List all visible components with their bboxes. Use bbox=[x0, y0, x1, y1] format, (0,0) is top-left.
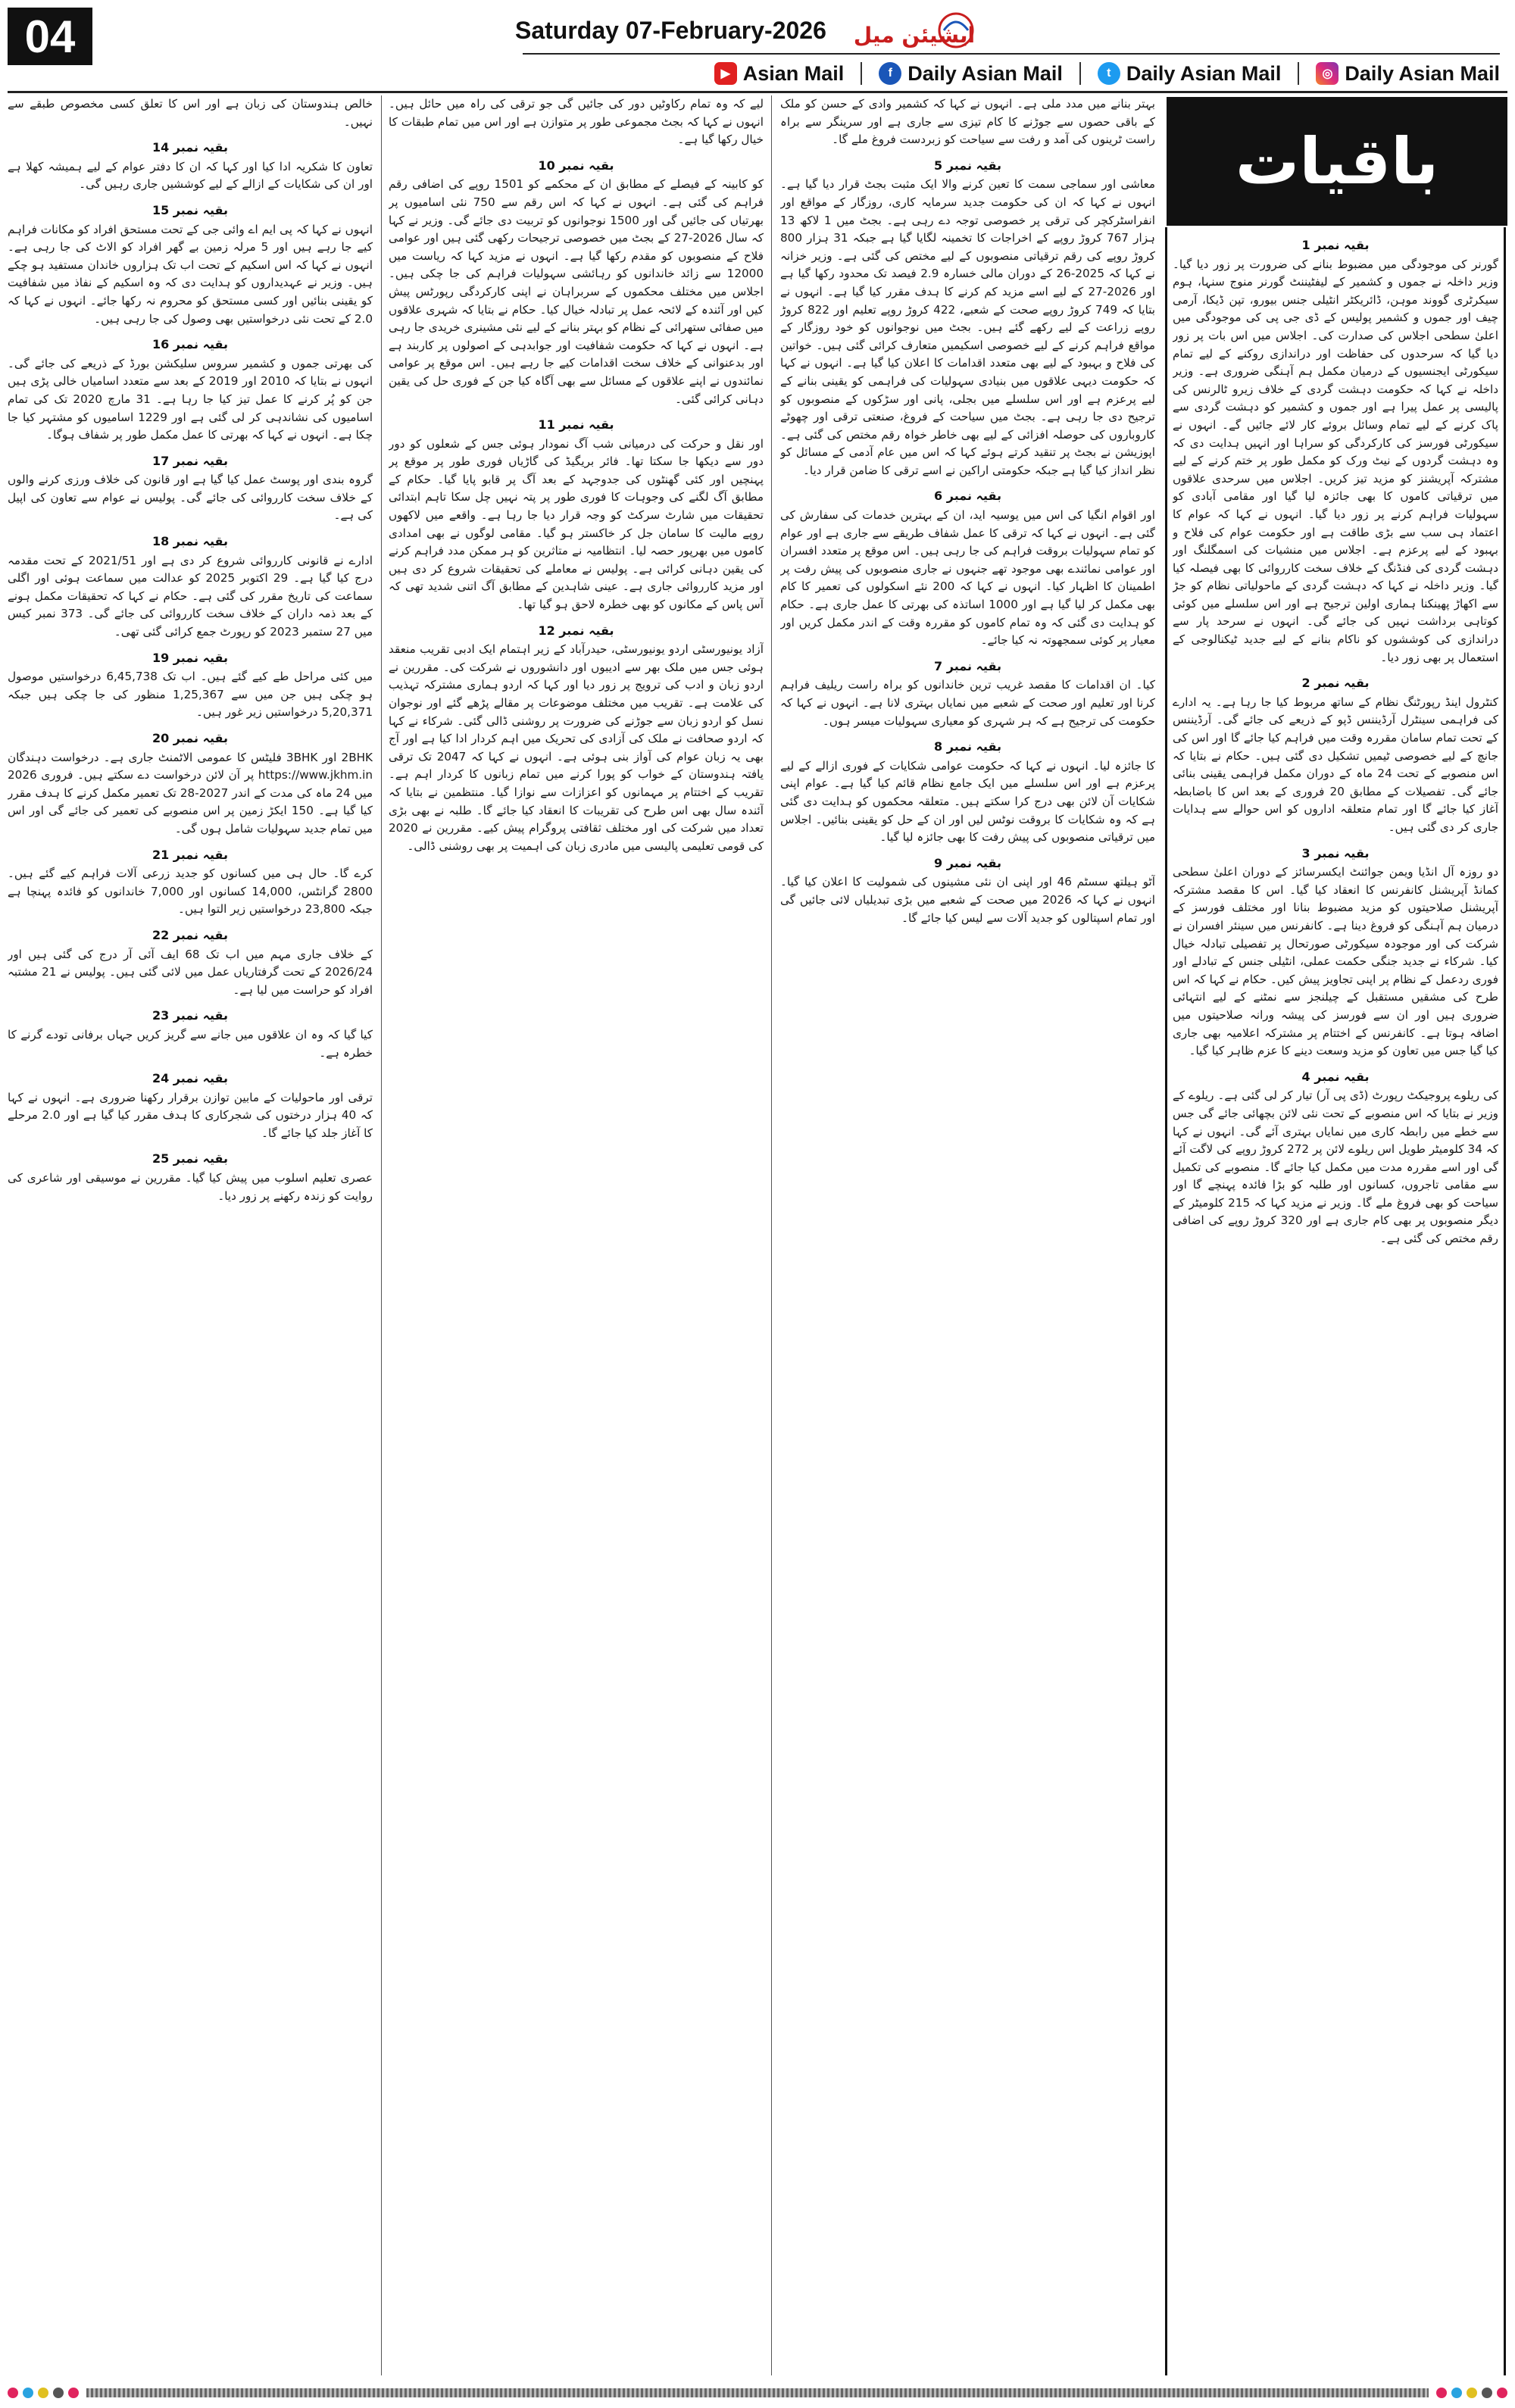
column-divider bbox=[771, 95, 772, 2375]
continuation-heading: بقیہ نمبر 8 bbox=[934, 739, 1001, 754]
footer-dot bbox=[53, 2388, 64, 2398]
continuation-heading: بقیہ نمبر 21 bbox=[152, 847, 229, 862]
article-text: انہوں نے کہا کہ پی ایم اے وائی جی کے تحت مستحق افراد کو مکانات فراہم کیے جا رہے ہیں اور 5 مرلہ زمین بے گھر افراد کو الاٹ کی جا رہی ہے۔ انہوں نے کہا کہ اس اسکیم کے تحت اب تک ہزاروں خاندان مستفید ہو چکے ہیں۔ وزیر نے عہدیداروں کو ہدایت دی کہ وہ اسکیم کے نفاذ میں شفافیت کو یقینی بنائیں اور کسی مستحق کو محروم نہ رکھا جائے۔ انہوں نے کہا کہ 2.0 کے تحت نئی درخواستیں بھی وصول کی جا رہی ہیں۔ bbox=[8, 222, 373, 326]
twitter-label: Daily Asian Mail bbox=[1126, 61, 1282, 85]
top-rule bbox=[8, 91, 1507, 93]
article-text: معاشی اور سماجی سمت کا تعین کرنے والا ایک مثبت بجٹ قرار دیا گیا ہے۔ انہوں نے کہا کہ ان کی حکومت جدید سرمایہ کاری، روزگار کے مواقع اور انفراسٹرکچر کی ترقی پر خصوصی توجہ دے رہی ہے۔ بجٹ میں 1 لاکھ 13 ہزار 767 کروڑ روپے کے اخراجات کا تخمینہ لگایا گیا ہے جبکہ 31 ہزار 800 کروڑ روپے کی رقم ترقیاتی منصوبوں کے لیے مختص کی گئی ہے۔ وزیر خزانہ نے کہا کہ 2025-26 کے دوران مالی خسارہ 2.9 فیصد تک محدود رکھا گیا ہے اور 2026-27 کے لیے اسے مزید کم کرنے کا ہدف مقرر کیا گیا ہے۔ انہوں نے بتایا کہ 749 کروڑ روپے صحت کے شعبے، 422 کروڑ روپے تعلیم اور 822 کروڑ روپے زراعت کے لیے رکھے گئے ہیں۔ بجٹ میں نوجوانوں کو خود روزگار کے مواقع فراہم کرنے کے لیے خصوصی اسکیمیں متعارف کرائی گئی ہیں۔ خواتین کی فلاح و بہبود کے لیے بھی متعدد اقدامات کا اعلان کیا گیا ہے۔ انہوں نے کہا کہ حکومت دیہی علاقوں میں بنیادی سہولیات کی فراہمی کو یقینی بنانے کے لیے پرعزم ہے اور اس سلسلے میں بجلی، پانی اور سڑکوں کے منصوبوں کو ترجیح دی جا رہی ہے۔ بجٹ میں سیاحت کے فروغ، صنعتی ترقی اور چھوٹے کاروباروں کی حوصلہ افزائی کے لیے بھی خاطر خواہ رقم مختص کی گئی ہے۔ اپوزیشن نے بجٹ پر تنقید کرتے ہوئے کہا کہ اس میں عام آدمی کے مسائل کو نظر انداز کیا گیا ہے جبکہ حکومتی اراکین نے اسے ترقی کا ضامن قرار دیا۔ bbox=[780, 177, 1155, 477]
footer-dot bbox=[23, 2388, 33, 2398]
article-text: ادارے نے قانونی کارروائی شروع کر دی ہے اور 2021/51 کے تحت مقدمہ درج کیا گیا ہے۔ 29 اکتوبر 2025 کو عدالت میں سماعت ہوئی اور اگلی سماعت کی تاریخ مقرر کی گئی ہے۔ حکام نے کہا کہ تحقیقات مکمل ہونے کے بعد ذمہ داران کے خلاف سخت کارروائی کی جائے گی۔ 373 نمبر کیس میں 27 ستمبر 2023 کو رپورٹ جمع کرائی گئی تھی۔ bbox=[8, 553, 373, 639]
article-text: کی ریلوے پروجیکٹ رپورٹ (ڈی پی آر) تیار کر لی گئی ہے۔ ریلوے کے وزیر نے بتایا کہ اس منصوبے کے تحت نئی لائن بچھائی جائے گی جس سے خطے میں رابطہ کاری میں نمایاں بہتری آئے گی۔ انہوں نے کہا کہ 34 کلومیٹر طویل اس ریلوے لائن پر 272 کروڑ روپے کی لاگت آئے گی اور اسے مقررہ مدت میں مکمل کیا جائے گا۔ منصوبے کی تکمیل سے مقامی تاجروں، کسانوں اور طلبہ کو بڑا فائدہ پہنچے گا اور سیاحت کو بھی فروغ ملے گا۔ وزیر نے مزید کہا کہ 215 کلومیٹر کے دیگر منصوبوں پر بھی کام جاری ہے اور 320 کروڑ روپے کی اضافی رقم مختص کی گئی ہے۔ bbox=[1173, 1088, 1498, 1246]
footer-dot bbox=[1436, 2388, 1447, 2398]
article-text: کو کابینہ کے فیصلے کے مطابق ان کے محکمے کو 1501 روپے کی اضافی رقم فراہم کی گئی ہے۔ انہوں نے کہا کہ اس رقم سے 750 نئی اسامیوں پر بھرتیاں کی جائیں گی اور 1500 نوجوانوں کو تربیت دی جائے گی۔ وزیر نے کہا کہ سال 2026-27 کے بجٹ میں خصوصی ترجیحات رکھی گئی ہیں اور عوامی فلاح کے منصوبوں کو مقدم رکھا گیا ہے۔ انہوں نے مزید کہا کہ ریاست میں 12000 سے زائد خاندانوں کو رہائشی سہولیات فراہم کی جا چکی ہیں۔ اجلاس میں مختلف محکموں کے سربراہان نے اپنی کارکردگی رپورٹس پیش کیں اور آئندہ کے لائحہ عمل پر تبادلہ خیال کیا۔ حکام نے بتایا کہ شہری علاقوں میں صفائی ستھرائی کے نظام کو بہتر بنانے کے لیے نئی مشینری خریدی جا رہی ہے۔ انہوں نے کہا کہ حکومت شفافیت اور جوابدہی کے اصولوں پر کاربند ہے اور بدعنوانی کے خلاف سخت اقدامات کیے جا رہے ہیں۔ اس موقع پر عوامی نمائندوں نے اپنے علاقوں کے مسائل سے بھی آگاہ کیا جن کے فوری حل کی یقین دہانی کرائی گئی۔ bbox=[389, 177, 764, 406]
facebook-icon: f bbox=[879, 62, 901, 85]
article-text: عصری تعلیم اسلوب میں پیش کیا گیا۔ مقررین نے موسیقی اور شاعری کی روایت کو زندہ رکھنے پر زور دیا۔ bbox=[8, 1171, 373, 1203]
continuation-heading: بقیہ نمبر 1 bbox=[1301, 238, 1370, 252]
article-text: کیا گیا کہ وہ ان علاقوں میں جانے سے گریز کریں جہاں برفانی تودے گرنے کا خطرہ ہے۔ bbox=[8, 1027, 373, 1060]
social-divider bbox=[1298, 62, 1299, 85]
footer-dots-left bbox=[0, 2388, 86, 2398]
continuation-heading: بقیہ نمبر 22 bbox=[152, 927, 229, 942]
section-title: باقیات bbox=[1167, 97, 1507, 226]
article-text: کنٹرول اینڈ رپورٹنگ نظام کے ساتھ مربوط کیا جا رہا ہے۔ یہ ادارے کی فراہمی سینٹرل آرڈیننس ڈپو کے ذریعے کی جائے گی۔ آرڈیننس کے تحت تمام سامان مقررہ وقت میں فراہم کیا جائے گا اور اس کی جانچ کے لیے خصوصی ٹیمیں تشکیل دی گئی ہیں۔ حکام نے بتایا کہ اس منصوبے کے تحت 24 ماہ کے دوران مکمل فراہمی یقینی بنائی جائے گی۔ تفصیلات کے مطابق 20 فروری کے بعد اس کا باضابطہ آغاز کیا جائے گا اور تمام متعلقہ اداروں کو اس حوالے سے ہدایات جاری کر دی گئی ہیں۔ bbox=[1173, 695, 1498, 834]
instagram-icon: ◎ bbox=[1316, 62, 1339, 85]
continuation-heading: بقیہ نمبر 24 bbox=[152, 1071, 229, 1086]
continuation-heading: بقیہ نمبر 14 bbox=[152, 140, 229, 155]
logo-mark bbox=[842, 6, 986, 59]
footer-bar bbox=[0, 2386, 1515, 2400]
continuation-heading: بقیہ نمبر 3 bbox=[1301, 845, 1370, 860]
facebook-link[interactable] bbox=[879, 62, 1063, 86]
youtube-link[interactable] bbox=[714, 62, 845, 86]
newspaper-logo bbox=[842, 6, 986, 59]
continuation-heading: بقیہ نمبر 16 bbox=[152, 337, 229, 352]
continuation-heading: بقیہ نمبر 9 bbox=[934, 855, 1001, 870]
continuation-heading: بقیہ نمبر 18 bbox=[152, 534, 229, 549]
twitter-icon: t bbox=[1098, 62, 1120, 85]
footer-dot bbox=[1482, 2388, 1492, 2398]
article-text: تعاون کا شکریہ ادا کیا اور کہا کہ ان کا دفتر عوام کے لیے ہمیشہ کھلا ہے اور ان کی شکایات کے ازالے کے لیے کوششیں جاری رہیں گی۔ bbox=[8, 159, 373, 192]
footer-dot bbox=[1451, 2388, 1462, 2398]
footer-dot bbox=[68, 2388, 79, 2398]
column-frame-right bbox=[1504, 227, 1506, 2375]
youtube-icon: ▶ bbox=[714, 62, 737, 85]
article-text: کا جائزہ لیا۔ انہوں نے کہا کہ حکومت عوامی شکایات کے فوری ازالے کے لیے پرعزم ہے اور اس سلسلے میں ایک جامع نظام قائم کیا گیا ہے۔ عوام اپنی شکایات آن لائن بھی درج کرا سکتے ہیں۔ متعلقہ محکموں کو ہدایت دی گئی ہے کہ وہ شکایات کا بروقت نوٹس لیں اور ان کے حل کو یقینی بنائیں۔ اجلاس میں ترقیاتی منصوبوں کی پیش رفت کا بھی جائزہ لیا گیا۔ bbox=[780, 758, 1155, 845]
article-text: بہتر بنانے میں مدد ملی ہے۔ انہوں نے کہا کہ کشمیر وادی کے حسن کو ملک کے باقی حصوں سے جوڑنے کا کام تیزی سے جاری ہے اور سرینگر سے براہ راست ٹرینوں کی آمد و رفت سے سیاحت کو زبردست فروغ ملے گا۔ bbox=[780, 97, 1155, 147]
continuation-heading: بقیہ نمبر 23 bbox=[152, 1008, 229, 1023]
news-column-2 bbox=[780, 95, 1155, 2375]
continuation-heading: بقیہ نمبر 20 bbox=[152, 731, 229, 745]
news-column-4 bbox=[8, 95, 373, 2375]
footer-dot bbox=[38, 2388, 48, 2398]
page-number: 04 bbox=[8, 8, 92, 65]
news-column-3 bbox=[389, 95, 764, 2375]
social-bar bbox=[379, 58, 1500, 89]
social-divider bbox=[861, 62, 862, 85]
article-text: کرے گا۔ حال ہی میں کسانوں کو جدید زرعی آلات فراہم کیے گئے ہیں۔ 2800 گرانٹس، 14,000 کسانوں اور 7,000 خاندانوں کو فائدہ پہنچا ہے جبکہ 23,800 درخواستیں زیر التوا ہیں۔ bbox=[8, 867, 373, 917]
article-text: دو روزہ آل انڈیا ویمن جوائنٹ ایکسرسائز کے دوران اعلیٰ سطحی کمانڈ آپریشنل کانفرنس کا انعقاد کیا گیا۔ اس کا مقصد مشترکہ آپریشنل صلاحیتوں کو مزید مضبوط بنانا اور مختلف فورسز کے درمیان ہم آہنگی کو فروغ دینا ہے۔ کانفرنس میں سینئر افسران نے شرکت کی اور موجودہ سیکورٹی صورتحال پر تفصیلی تبادلہ خیال کیا۔ شرکاء نے جدید جنگی حکمت عملی، انٹیلی جنس کے تبادلے اور فوری ردعمل کے نظام پر اپنی تجاویز پیش کیں۔ حکام نے کہا کہ اس طرح کی مشقیں مستقبل کے چیلنجز سے نمٹنے کے لیے انتہائی ضروری ہیں اور ان سے فورسز کی پیشہ ورانہ صلاحیتوں میں اضافہ ہوتا ہے۔ کانفرنس کے اختتام پر مشترکہ اعلامیہ بھی جاری کیا گیا جس میں تعاون کو مزید وسعت دینے کا عزم ظاہر کیا گیا۔ bbox=[1173, 865, 1498, 1058]
article-text: اور نقل و حرکت کی درمیانی شب آگ نمودار ہوئی جس کے شعلوں کو دور دور سے دیکھا جا سکتا تھا۔ فائر بریگیڈ کی گاڑیاں فوری طور پر موقع پر پہنچیں اور کئی گھنٹوں کی جدوجہد کے بعد آگ پر قابو پایا گیا۔ حکام کے مطابق آگ لگنے کی وجوہات کا فوری طور پر پتہ نہیں چل سکا تاہم ابتدائی تحقیقات میں شارٹ سرکٹ کو وجہ قرار دیا جا رہا ہے۔ واقعے میں لاکھوں روپے مالیت کا سامان جل کر خاکستر ہو گیا۔ مقامی لوگوں نے بھی امدادی کاموں میں بھرپور حصہ لیا۔ انتظامیہ نے متاثرین کو ہر ممکن مدد فراہم کرنے کی یقین دہانی کرائی ہے۔ پولیس نے معاملے کی تحقیقات شروع کر دی ہیں اور مزید کارروائی جاری ہے۔ عینی شاہدین کے مطابق آگ اتنی شدید تھی کہ آس پاس کے مکانوں کو بھی خطرہ لاحق ہو گیا تھا۔ bbox=[389, 436, 764, 612]
article-text: کی بھرتی جموں و کشمیر سروس سلیکشن بورڈ کے ذریعے کی جائے گی۔ انہوں نے بتایا کہ 2010 اور 2019 کے بعد سے متعدد اسامیاں خالی پڑی ہیں جن کو پُر کرنے کا عمل تیز کیا جا رہا ہے۔ 31 مارچ 2020 تک کی تمام اسامیوں کی نشاندہی کر لی گئی ہے اور 1229 اسامیوں کو مشتہر کیا جا چکا ہے۔ انہوں نے کہا کہ بھرتی کا عمل مکمل طور پر شفاف ہوگا۔ bbox=[8, 356, 373, 442]
continuation-heading: بقیہ نمبر 7 bbox=[934, 658, 1001, 673]
header-date: Saturday 07-February-2026 bbox=[515, 16, 826, 44]
footer-dots-right bbox=[1429, 2388, 1515, 2398]
article-text: کیا۔ ان اقدامات کا مقصد غریب ترین خاندانوں کو براہ راست ریلیف فراہم کرنا اور تعلیم اور صحت کے شعبے میں نمایاں بہتری لانا ہے۔ انہوں نے کہا کہ حکومت کی ترجیح ہے کہ ہر شہری کو معیاری سہولیات میسر ہوں۔ bbox=[780, 678, 1155, 728]
continuation-heading: بقیہ نمبر 19 bbox=[152, 650, 229, 665]
continuation-heading: بقیہ نمبر 11 bbox=[538, 417, 614, 433]
footer-line bbox=[86, 2388, 1429, 2397]
continuation-heading: بقیہ نمبر 4 bbox=[1301, 1069, 1370, 1084]
column-divider bbox=[381, 95, 382, 2375]
article-text: لیے کہ وہ تمام رکاوٹیں دور کی جائیں گی جو ترقی کی راہ میں حائل ہیں۔ انہوں نے کہا کہ بجٹ مجموعی طور پر متوازن ہے اور اس میں تمام طبقات کا خیال رکھا گیا ہے۔ bbox=[389, 97, 764, 147]
article-text: گورنر کی موجودگی میں مضبوط بنانے کی ضرورت پر زور دیا گیا۔ وزیر داخلہ نے جموں و کشمیر کے لیفٹیننٹ گورنر منوج سنہا، ہوم سیکرٹری گووند موہن، ڈائریکٹر انٹیلی جنس بیورو، تپن ڈیکا، آرمی چیف اور جموں و کشمیر پولیس کے ڈی جی پی کی موجودگی میں اعلیٰ سطحی اجلاس کی صدارت کی۔ اجلاس میں اس بات پر زور دیا گیا کہ سرحدوں کی حفاظت اور دراندازی روکنے کے لیے تمام سیکورٹی ایجنسیوں کے درمیان مکمل ہم آہنگی ضروری ہے۔ وزیر داخلہ نے کہا کہ حکومت دہشت گردی کے خلاف زیرو ٹالرنس کی پالیسی پر عمل پیرا ہے اور جموں و کشمیر کو دہشت گردی سے پاک کرنے کے لیے تمام وسائل بروئے کار لائے جائیں گے۔ انہوں نے سیکورٹی فورسز کی کارکردگی کو سراہا اور انہیں ہدایت دی کہ وہ دہشت گردوں کے نیٹ ورک کو مکمل طور پر ختم کرنے کے لیے مشترکہ آپریشنز کو مزید تیز کریں۔ اجلاس میں سرحدی علاقوں میں ترقیاتی کاموں کا بھی جائزہ لیا گیا اور مقامی آبادی کو سہولیات فراہم کرنے پر زور دیا گیا۔ انہوں نے کہا کہ عوام کا اعتماد ہی سب سے بڑی طاقت ہے اور حکومت عوام کی فلاح و بہبود کے لیے پرعزم ہے۔ اجلاس میں منشیات کی اسمگلنگ اور دہشت گردی کی فنڈنگ کے خلاف سخت کارروائی کا بھی فیصلہ کیا گیا۔ وزیر داخلہ نے کہا کہ دہشت گردی کے ماحولیاتی نظام کو جڑ سے اکھاڑ پھینکنا ہماری اولین ترجیح ہے اور اس سلسلے میں کوئی کوتاہی برداشت نہیں کی جائے گی۔ انہوں نے سرحد پار سے دراندازی کی کوششوں کو ناکام بنانے کے لیے جدید ٹیکنالوجی کے استعمال پر بھی زور دیا۔ bbox=[1173, 257, 1498, 664]
continuation-heading: بقیہ نمبر 10 bbox=[538, 158, 614, 173]
header-rule bbox=[523, 53, 1500, 55]
facebook-label: Daily Asian Mail bbox=[907, 61, 1063, 85]
footer-dot bbox=[1467, 2388, 1477, 2398]
article-text: اور اقوام انگیا کی اس میں یوسیہ اید، ان کے بہترین خدمات کی سفارش کی گئی ہے۔ انہوں نے کہا کہ ترقی کا عمل شفاف طریقے سے جاری ہے اور عوام کو تمام سہولیات بروقت فراہم کی جا رہی ہیں۔ اس موقع پر متعدد افسران اور عوامی نمائندے بھی موجود تھے جنہوں نے جاری منصوبوں کی پیش رفت پر اطمینان کا اظہار کیا۔ انہوں نے کہا کہ 200 نئے اسکولوں کی تعمیر کا کام بھی مکمل کر لیا گیا ہے اور 1000 اساتذہ کی بھرتی کا عمل جاری ہے۔ حکام کو ہدایت دی گئی کہ وہ تمام کاموں کو مقررہ وقت کے اندر مکمل کریں اور معیار پر کوئی سمجھوتہ نہ کیا جائے۔ bbox=[780, 508, 1155, 648]
social-divider bbox=[1079, 62, 1081, 85]
article-text: 2BHK اور 3BHK فلیٹس کا عمومی الاٹمنٹ جاری ہے۔ درخواست دہندگان https://www.jkhm.in پر آن لائن درخواست دے سکتے ہیں۔ فروری 2026 میں 24 ماہ کی مدت کے اندر 2027-28 تک تعمیر مکمل کرنے کا ہدف مقرر کیا گیا ہے۔ 150 ایکڑ زمین پر اس منصوبے کی تعمیر کی جائے گی اور اس میں تمام جدید سہولیات شامل ہوں گی۔ bbox=[8, 750, 373, 835]
continuation-heading: بقیہ نمبر 15 bbox=[152, 202, 229, 217]
continuation-heading: بقیہ نمبر 2 bbox=[1301, 676, 1370, 691]
footer-dot bbox=[1497, 2388, 1507, 2398]
news-column-1 bbox=[1173, 229, 1498, 2375]
footer-dot bbox=[8, 2388, 18, 2398]
article-text: میں کئی مراحل طے کیے گئے ہیں۔ اب تک 6,45,738 درخواستیں موصول ہو چکی ہیں جن میں سے 1,25,367 منظور کی جا چکی ہیں جبکہ 5,20,371 درخواستیں زیر غور ہیں۔ bbox=[8, 670, 373, 720]
continuation-heading: بقیہ نمبر 5 bbox=[934, 158, 1001, 173]
article-text: ترقی اور ماحولیات کے مابین توازن برقرار رکھنا ضروری ہے۔ انہوں نے کہا کہ 40 ہزار درختوں کی شجرکاری کا ہدف مقرر کیا گیا ہے اور 2.0 مرحلے کا آغاز جلد کیا جائے گا۔ bbox=[8, 1090, 373, 1140]
continuation-heading: بقیہ نمبر 25 bbox=[152, 1151, 229, 1167]
instagram-label: Daily Asian Mail bbox=[1345, 61, 1500, 85]
twitter-link[interactable] bbox=[1098, 62, 1282, 86]
article-text: کے خلاف جاری مہم میں اب تک 68 ایف آئی آر درج کی گئی ہیں اور 2026/24 کے تحت گرفتاریاں عمل میں لائی گئی ہیں۔ پولیس نے 21 مشتبہ افراد کو حراست میں لیا ہے۔ bbox=[8, 947, 373, 997]
article-text: آٹو ہیلتھ سسٹم 46 اور اپنی ان نئی مشینوں کی شمولیت کا اعلان کیا گیا۔ انہوں نے کہا کہ 2026 میں صحت کے شعبے میں بڑی تبدیلیاں لائی جائیں گی اور تمام اسپتالوں کو جدید آلات سے لیس کیا جائے گا۔ bbox=[780, 875, 1155, 925]
continuation-heading: بقیہ نمبر 6 bbox=[934, 489, 1001, 504]
article-text: آزاد یونیورسٹی اردو یونیورسٹی، حیدرآباد کے زیر اہتمام ایک ادبی تقریب منعقد ہوئی جس میں ملک بھر سے ادیبوں اور دانشوروں نے شرکت کی۔ مقررین نے اردو زبان و ادب کی ترویج پر زور دیا اور کہا کہ اردو ہماری مشترکہ تہذیب کی علامت ہے۔ تقریب میں مختلف موضوعات پر مقالے پڑھے گئے اور نوجوان نسل کو اردو زبان سے جوڑنے کی ضرورت پر روشنی ڈالی گئی۔ شرکاء نے کہا کہ اردو صحافت نے ملک کی آزادی کی تحریک میں اہم کردار ادا کیا ہے اور آج بھی یہ زبان عوام کی آواز بنی ہوئی ہے۔ انہوں نے کہا کہ 2047 تک ترقی یافتہ ہندوستان کے خواب کو پورا کرنے میں تمام زبانوں کا کردار اہم ہے۔ تقریب کے اختتام پر مہمانوں کو اعزازات سے نوازا گیا۔ منتظمین نے بتایا کہ آئندہ سال بھی اس طرح کی تقریبات کا انعقاد کیا جائے گا۔ طلبہ نے بھی بڑی تعداد میں شرکت کی اور مختلف ثقافتی پروگرام پیش کیے۔ مقررین نے 2020 کی قومی تعلیمی پالیسی میں مادری زبان کی اہمیت پر بھی روشنی ڈالی۔ bbox=[389, 642, 764, 853]
youtube-label: Asian Mail bbox=[742, 61, 845, 85]
column-frame-left bbox=[1165, 227, 1167, 2375]
instagram-link[interactable] bbox=[1316, 62, 1500, 86]
logo-text: ایشیئن میل bbox=[853, 23, 976, 48]
continuation-heading: بقیہ نمبر 17 bbox=[152, 453, 229, 468]
continuation-heading: بقیہ نمبر 12 bbox=[538, 623, 614, 638]
article-text: خالص ہندوستان کی زبان ہے اور اس کا تعلق کسی مخصوص طبقے سے نہیں۔ bbox=[8, 97, 373, 129]
article-text: گروہ بندی اور پوسٹ عمل کیا گیا ہے اور قانون کی خلاف ورزی کرنے والوں کے خلاف سخت کارروائی کی جائے گی۔ پولیس نے عوام سے تعاون کی اپیل کی ہے۔ bbox=[8, 473, 373, 523]
